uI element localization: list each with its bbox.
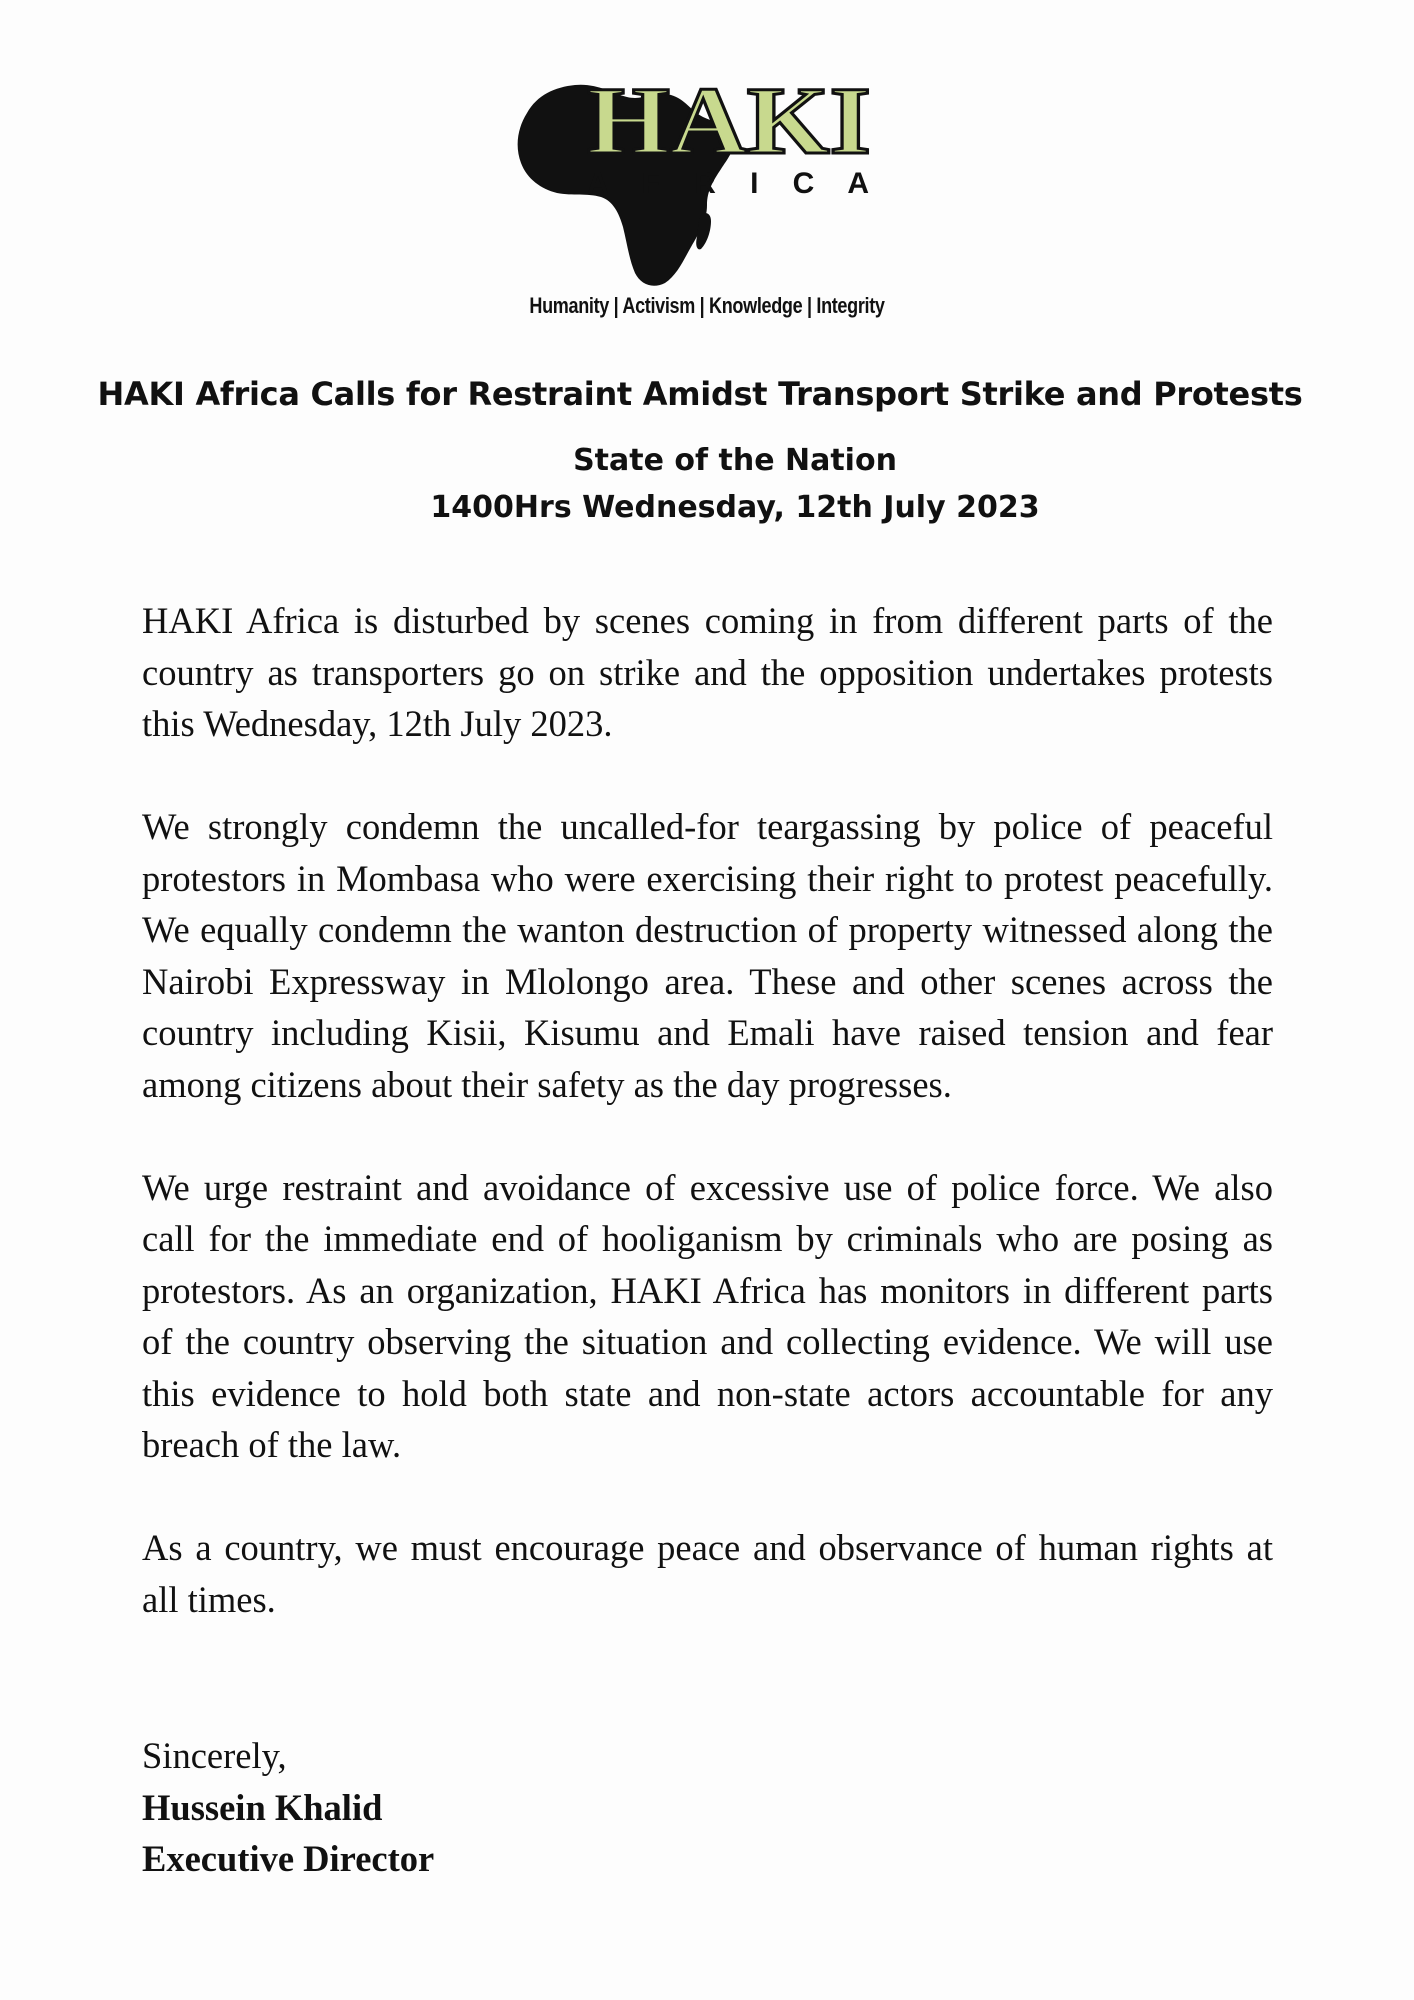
page-title: HAKI Africa Calls for Restraint Amidst Transport Strike and Protests [97,375,1303,413]
africa-continent-icon [515,65,905,290]
signatory-name: Hussein Khalid [142,1786,383,1828]
haki-africa-logo [515,65,905,290]
subtitle-line1: State of the Nation [573,443,897,478]
signature-block [142,1730,434,1885]
motto-tagline: Humanity | Activism | Knowledge | Integrity [529,293,885,318]
logo-subword: A F R I C A [587,167,869,200]
paragraph-3: We urge restraint and avoidance of excessive use of police force. We also call for the immediate end of hooliganism by criminals who are posing as protestors. As an organization, HAKI Africa has monitors in different parts of the country observing the situation and collecting evidence. We will use this evidence to hold both state and non-state actors accountable for any breach of the law. [142,1166,1273,1465]
paragraph-4: As a country, we must encourage peace and observance of human rights at all times. [142,1527,1273,1620]
statement-body [142,595,1273,1677]
closing-text: Sincerely, [142,1735,287,1776]
subtitle-line2: 1400Hrs Wednesday, 12th July 2023 [430,490,1040,525]
signatory-position: Executive Director [142,1838,435,1879]
logo-wordmark: HAKI [587,67,871,174]
paragraph-1: HAKI Africa is disturbed by scenes coming in from different parts of the country as transporters go on strike and the opposition undertakes protests this Wednesday, 12th July 2023. [142,600,1273,744]
paragraph-2: We strongly condemn the uncalled-for teargassing by police of peaceful protestors in Mombasa who were exercising their right to protest peacefully. We equally condemn the wanton destruction of property witnessed along the Nairobi Expressway in Mlolongo area. These and other scenes across the country including Kisii, Kisumu and Emali have raised tension and fear among citizens about their safety as the day progresses. [142,806,1273,1105]
